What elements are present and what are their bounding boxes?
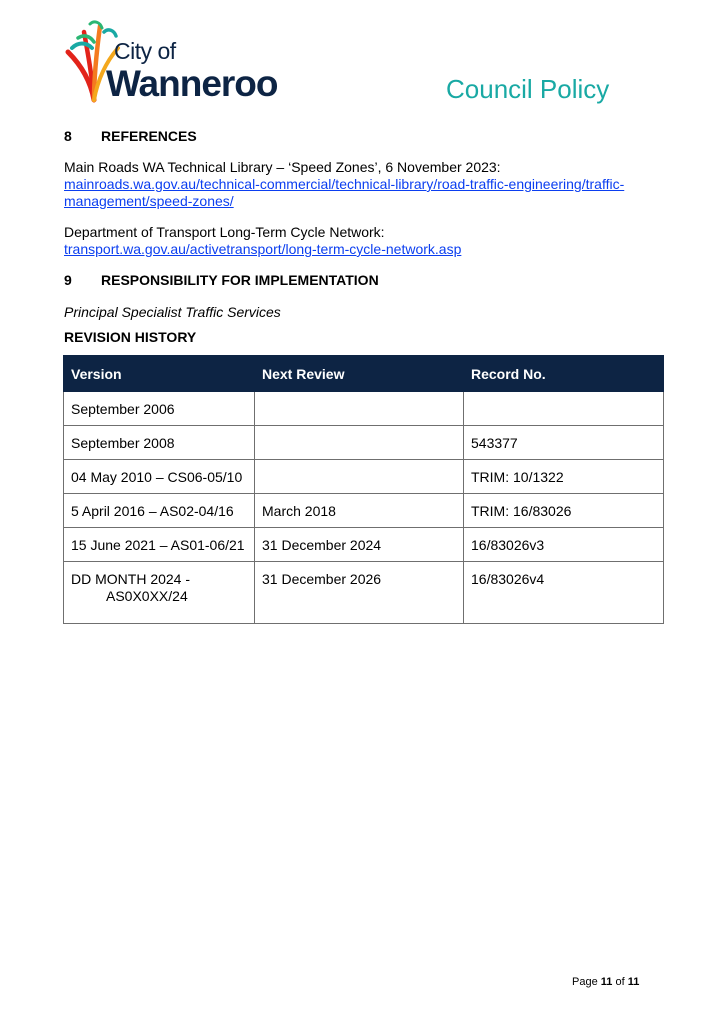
- cell-version: [64, 562, 255, 624]
- cell-record-no: TRIM: 16/83026: [464, 494, 664, 528]
- cell-version-line1: DD MONTH 2024 -: [71, 571, 191, 587]
- column-header-version: Version: [64, 356, 255, 392]
- page-number: [572, 976, 639, 988]
- reference-dot-text: Department of Transport Long-Term Cycle Network:: [64, 224, 385, 240]
- cell-record-no: [464, 392, 664, 426]
- reference-main-roads: [64, 159, 644, 210]
- references-number: 8: [64, 128, 72, 144]
- page-of: of: [615, 976, 625, 988]
- references-title: REFERENCES: [101, 128, 197, 144]
- table-row: [64, 426, 664, 460]
- responsibility-heading: [64, 272, 379, 288]
- table-row: [64, 562, 664, 624]
- revision-history-heading: REVISION HISTORY: [64, 329, 197, 345]
- table-row: [64, 528, 664, 562]
- logo-wanneroo-text: Wanneroo: [106, 63, 278, 104]
- table-header-row: [64, 356, 664, 392]
- cell-version: September 2008: [64, 426, 255, 460]
- cell-record-no: TRIM: 10/1322: [464, 460, 664, 494]
- cell-record-no: 16/83026v3: [464, 528, 664, 562]
- page-label: Page: [572, 976, 598, 988]
- table-row: [64, 460, 664, 494]
- table-row: [64, 392, 664, 426]
- main-roads-link[interactable]: mainroads.wa.gov.au/technical-commercial/technical-library/road-traffic-engineering/traffic-: [64, 176, 625, 192]
- responsibility-number: 9: [64, 272, 72, 288]
- reference-main-roads-text: Main Roads WA Technical Library – ‘Speed Zones’, 6 November 2023:: [64, 159, 501, 175]
- page-total: 11: [627, 976, 640, 988]
- cell-next-review: [255, 426, 464, 460]
- revision-history-table: [63, 355, 664, 624]
- main-roads-link-continued[interactable]: management/speed-zones/: [64, 193, 234, 209]
- references-heading: [64, 128, 197, 144]
- cell-next-review: 31 December 2026: [255, 562, 464, 624]
- column-header-record-no: Record No.: [464, 356, 664, 392]
- cell-version: September 2006: [64, 392, 255, 426]
- logo-city-of-text: City of: [114, 38, 176, 64]
- document-type-title: Council Policy: [446, 74, 610, 104]
- responsibility-body: Principal Specialist Traffic Services: [64, 304, 281, 320]
- cell-version-line2: AS0X0XX/24: [106, 588, 188, 604]
- column-header-next-review: Next Review: [255, 356, 464, 392]
- cell-version: 5 April 2016 – AS02-04/16: [64, 494, 255, 528]
- transport-link[interactable]: transport.wa.gov.au/activetransport/long-term-cycle-network.asp: [64, 241, 462, 257]
- reference-dot: [64, 224, 644, 258]
- table-row: [64, 494, 664, 528]
- cell-next-review: March 2018: [255, 494, 464, 528]
- cell-version: 04 May 2010 – CS06-05/10: [64, 460, 255, 494]
- cell-next-review: [255, 392, 464, 426]
- cell-next-review: 31 December 2024: [255, 528, 464, 562]
- responsibility-title: RESPONSIBILITY FOR IMPLEMENTATION: [101, 272, 379, 288]
- page-current: 11: [600, 976, 613, 988]
- cell-record-no: 16/83026v4: [464, 562, 664, 624]
- city-of-wanneroo-logo: [64, 18, 296, 104]
- cell-record-no: 543377: [464, 426, 664, 460]
- cell-version: 15 June 2021 – AS01-06/21: [64, 528, 255, 562]
- cell-next-review: [255, 460, 464, 494]
